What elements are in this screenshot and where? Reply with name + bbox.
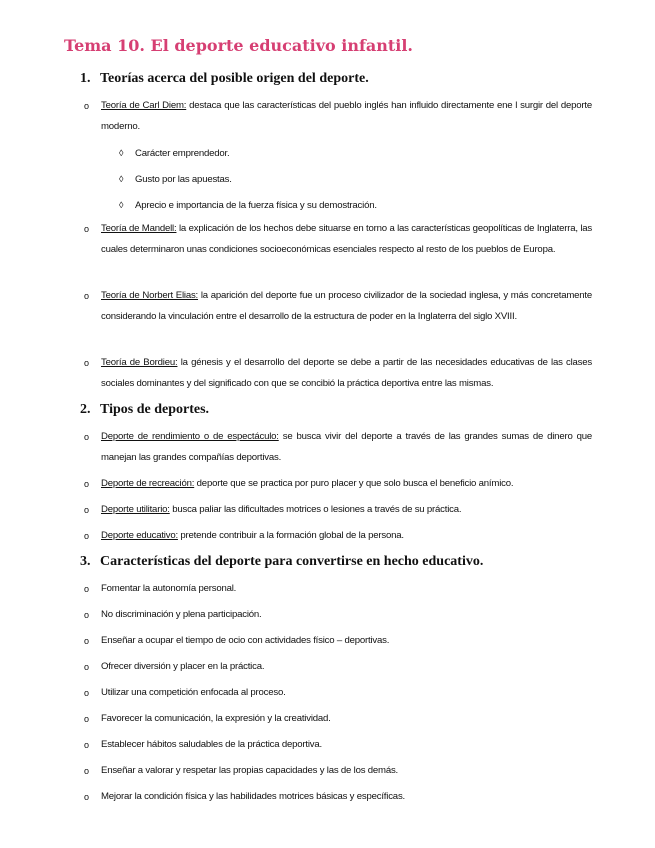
bullet-icon: o (84, 636, 89, 646)
page-title: Tema 10. El deporte educativo infantil. (64, 36, 413, 55)
section-heading-text: Teorías acerca del posible origen del deporte. (100, 71, 369, 86)
item-text: destaca que las características del pueblo inglés han influido directamente ene l surgir del deporte moderno. (101, 100, 592, 132)
term-label: Deporte de recreación: (101, 478, 195, 489)
section-heading-text: Características del deporte para convertirse en hecho educativo. (100, 554, 484, 569)
bullet-icon: o (84, 610, 89, 620)
bullet-icon: o (84, 688, 89, 698)
list-item (84, 735, 592, 756)
sub-list-item (119, 195, 377, 216)
item-text: Utilizar una competición enfocada al proceso. (101, 687, 286, 698)
item-text: Enseñar a ocupar el tiempo de ocio con actividades físico – deportivas. (101, 635, 390, 646)
term-label: Deporte utilitario: (101, 504, 170, 515)
list-item (84, 500, 592, 521)
item-text: deporte que se practica por puro placer y que solo busca el beneficio anímico. (194, 478, 514, 489)
list-item (84, 579, 592, 600)
item-text: Favorecer la comunicación, la expresión y la creatividad. (101, 713, 331, 724)
sub-item-text: Gusto por las apuestas. (135, 174, 232, 185)
item-text: la génesis y el desarrollo del deporte se debe a partir de las necesidades educativas de las clases sociales dominantes y del significado con que se concibió la práctica deportiva entre las mismas. (101, 357, 592, 389)
bullet-icon: o (84, 740, 89, 750)
item-text: Ofrecer diversión y placer en la práctica. (101, 661, 265, 672)
item-text: Mejorar la condición física y las habilidades motrices básicas y específicas. (101, 791, 405, 802)
diamond-bullet-icon: ◊ (119, 174, 124, 184)
list-item (84, 286, 592, 327)
list-item (84, 761, 592, 782)
item-text: Establecer hábitos saludables de la práctica deportiva. (101, 739, 322, 750)
section-heading-types (80, 402, 209, 418)
bullet-icon: o (84, 101, 89, 111)
bullet-icon: o (84, 662, 89, 672)
bullet-icon: o (84, 432, 89, 442)
sub-list-item (119, 169, 232, 190)
bullet-icon: o (84, 479, 89, 489)
bullet-icon: o (84, 584, 89, 594)
section-heading-characteristics (80, 554, 483, 570)
section-number: 1. (80, 71, 91, 86)
list-item (84, 709, 592, 730)
list-item (84, 787, 592, 808)
list-item (84, 683, 592, 704)
list-item (84, 631, 592, 652)
item-text: No discriminación y plena participación. (101, 609, 262, 620)
section-number: 3. (80, 554, 91, 569)
bullet-icon: o (84, 224, 89, 234)
item-text: busca paliar las dificultades motrices o lesiones a través de su práctica. (169, 504, 462, 515)
item-text: se busca vivir del deporte a través de las grandes sumas de dinero que manejan las grandes compañías deportivas. (101, 431, 592, 463)
list-item (84, 657, 592, 678)
item-text: Enseñar a valorar y respetar las propias capacidades y las de los demás. (101, 765, 399, 776)
sub-list-item (119, 143, 229, 164)
list-item (84, 427, 592, 468)
sub-item-text: Aprecio e importancia de la fuerza física y su demostración. (135, 200, 377, 211)
section-heading-origins (80, 71, 369, 87)
term-label: Teoría de Norbert Elias: (101, 290, 199, 301)
term-label: Teoría de Carl Diem: (101, 100, 187, 111)
diamond-bullet-icon: ◊ (119, 148, 124, 158)
item-text: la explicación de los hechos debe situarse en torno a las características geopolíticas de Inglaterra, las cuales determinaron unas condiciones socioeconómicas esenciales respecto al resto de los pueblos de Europa. (101, 223, 593, 255)
list-item (84, 526, 592, 547)
item-text: la aparición del deporte fue un proceso civilizador de la sociedad inglesa, y más concretamente considerando la vinculación entre el desarrollo de la estructura de poder en la Inglaterra del siglo XVIII. (101, 290, 592, 322)
bullet-icon: o (84, 531, 89, 541)
list-item (84, 219, 592, 260)
term-label: Teoría de Mandell: (101, 223, 177, 234)
term-label: Teoría de Bordieu: (101, 357, 178, 368)
item-text: Fomentar la autonomía personal. (101, 583, 237, 594)
bullet-icon: o (84, 358, 89, 368)
bullet-icon: o (84, 505, 89, 515)
bullet-icon: o (84, 291, 89, 301)
item-text: pretende contribuir a la formación global de la persona. (177, 530, 404, 541)
list-item (84, 353, 592, 394)
bullet-icon: o (84, 766, 89, 776)
sub-item-text: Carácter emprendedor. (135, 148, 230, 159)
bullet-icon: o (84, 714, 89, 724)
section-number: 2. (80, 402, 91, 417)
term-label: Deporte educativo: (101, 530, 178, 541)
list-item (84, 474, 592, 495)
list-item (84, 605, 592, 626)
term-label: Deporte de rendimiento o de espectáculo: (101, 431, 279, 442)
section-heading-text: Tipos de deportes. (100, 402, 210, 417)
list-item (84, 96, 592, 137)
diamond-bullet-icon: ◊ (119, 200, 124, 210)
bullet-icon: o (84, 792, 89, 802)
